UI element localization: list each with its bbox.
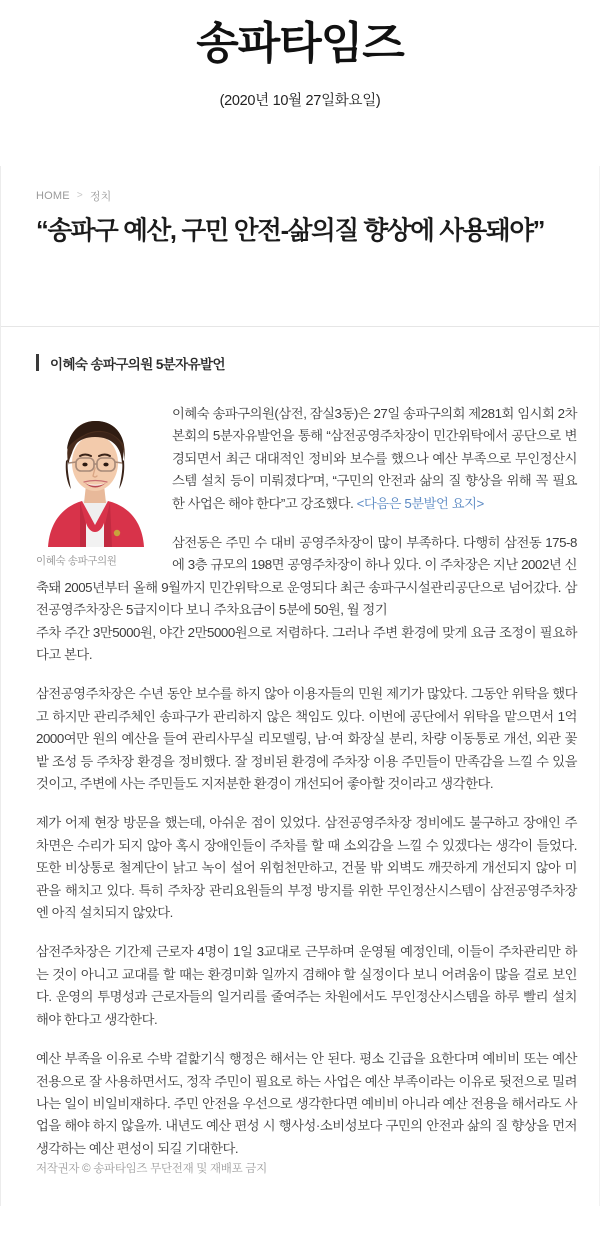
breadcrumb [36, 166, 577, 204]
five-minute-speech-link[interactable]: <다음은 5분발언 요지> [356, 495, 484, 511]
issue-date: (2020년 10월 27일화요일) [219, 92, 381, 109]
accent-bar [36, 354, 39, 371]
paragraph-2-text-a: 삼전동은 주민 수 대비 공영주차장이 많이 부족하다. 다행히 삼전동 175-8에 3층 규모의 198면 공영주차장이 하나 있다. 이 주차장은 지난 2002년 신축돼 2005년부터 올해 9월까지 민간위탁으로 운영되다 최근 송파구시설관리공단으로 넘어갔다. 삼전공영주차장은 5급지이다 보니 주차요금이 5분에 50원, 월 정기 [36, 534, 577, 618]
copyright-notice: 저작권자 © 송파타임즈 무단전재 및 재배포 금지 [36, 1162, 267, 1175]
paragraph-2-text-b: 주차 주간 3만5000원, 야간 2만5000원으로 저렴하다. 그러나 주변 환경에 맞게 요금 조정이 필요하다고 본다. [36, 624, 577, 662]
article-paragraph-5: 삼전주차장은 기간제 근로자 4명이 1일 3교대로 근무하며 운영될 예정인데, 이들이 주차관리만 하는 것이 아니고 교대를 할 때는 환경미화 일까지 겸해야 할 실정이다 보니 어려움이 많을 걸로 보인다. 운영의 투명성과 근로자들의 일거리를 줄여주는 차원에서도 무인정산시스템을 하루 빨리 설치해야 한다고 생각한다. [36, 944, 577, 1027]
article-subhead-label: 이혜숙 송파구의원 5분자유발언 [50, 356, 225, 372]
page-title: “송파구 예산, 구민 안전-삶의질 향상에 사용돼야” [36, 216, 545, 245]
site-title: 송파타임즈 [196, 18, 404, 69]
article-paragraph-6: 예산 부족을 이유로 수박 겉핥기식 행정은 해서는 안 된다. 평소 긴급을 요한다며 예비비 또는 예산 전용으로 잘 사용하면서도, 정작 주민이 필요로 하는 사업은 예산 부족이라는 이유로 뒷전으로 밀려나는 일이 비일비재하다. 주민 안전을 우선으로 생각한다면 예비비 아니라 예산 전용을 해서라도 사업을 해야 하지 않을까. 내년도 예산 편성 시 행사성·소비성보다 구민의 안전과 삶의 질 향상을 먼저 생각하는 예산 편성이 되길 기대한다. [36, 1051, 577, 1156]
portrait-photo [36, 405, 154, 547]
breadcrumb-item-politics[interactable]: 정치 [89, 190, 112, 203]
breadcrumb-separator-icon: > [76, 190, 83, 202]
article-paragraph-4: 제가 어제 현장 방문을 했는데, 아쉬운 점이 있었다. 삼전공영주차장 정비에도 불구하고 장애인 주차면은 수리가 되지 않아 혹시 장애인들이 주차를 할 때 소외감을 느낄 수 있겠다는 생각이 들었다. 또한 비상통로 철계단이 낡고 녹이 설어 위험천만하고, 건물 밖 외벽도 깨끗하게 개선되지 않아 미관을 해치고 있다. 특히 주차장 관리요원들의 부정 방지를 위한 무인정산시스템이 삼전공영주차장엔 아직 설치되지 않았다. [36, 815, 577, 921]
site-masthead [0, 0, 600, 110]
article-paragraph-3: 삼전공영주차장은 수년 동안 보수를 하지 않아 이용자들의 민원 제기가 많았다. 그동안 위탁을 했다고 하지만 관리주체인 송파구가 관리하지 않은 책임도 있다. 이번에 공단에서 위탁을 맡으면서 1억 2000여만 원의 예산을 들여 관리사무실 리모델링, 남·여 화장실 분리, 차량 이동통로 개선, 외관 꽃밭 조성 등 주차장 환경을 정비했다. 잘 정비된 환경에 주차장 이용 주민들이 만족감을 느낄 수 있을 것이고, 주변에 사는 주민들도 지저분한 환경이 개선되어 좋아할 것이라고 생각한다. [36, 686, 577, 792]
article-body [36, 403, 577, 1160]
paragraph-1-text: 이혜숙 송파구의원(삼전, 잠실3동)은 27일 송파구의회 제281회 임시회 2차 본회의 5분자유발언을 통해 “삼전공영주차장이 민간위탁에서 공단으로 변경되면서 최근 대대적인 정비와 보수를 했으나 예산 부족으로 무인정산시스템 설치 등이 미뤄졌다”며, “구민의 안전과 삶의 질 향상을 위해 꼭 필요한 사업은 해야 한다”고 강조했다. [172, 405, 577, 511]
breadcrumb-item-home[interactable]: HOME [36, 189, 70, 202]
article-frame [0, 166, 600, 1206]
photo-caption: 이혜숙 송파구의원 [36, 554, 117, 567]
article-subhead [36, 353, 577, 373]
section-divider [1, 326, 599, 327]
article-photo-figure [36, 405, 154, 569]
